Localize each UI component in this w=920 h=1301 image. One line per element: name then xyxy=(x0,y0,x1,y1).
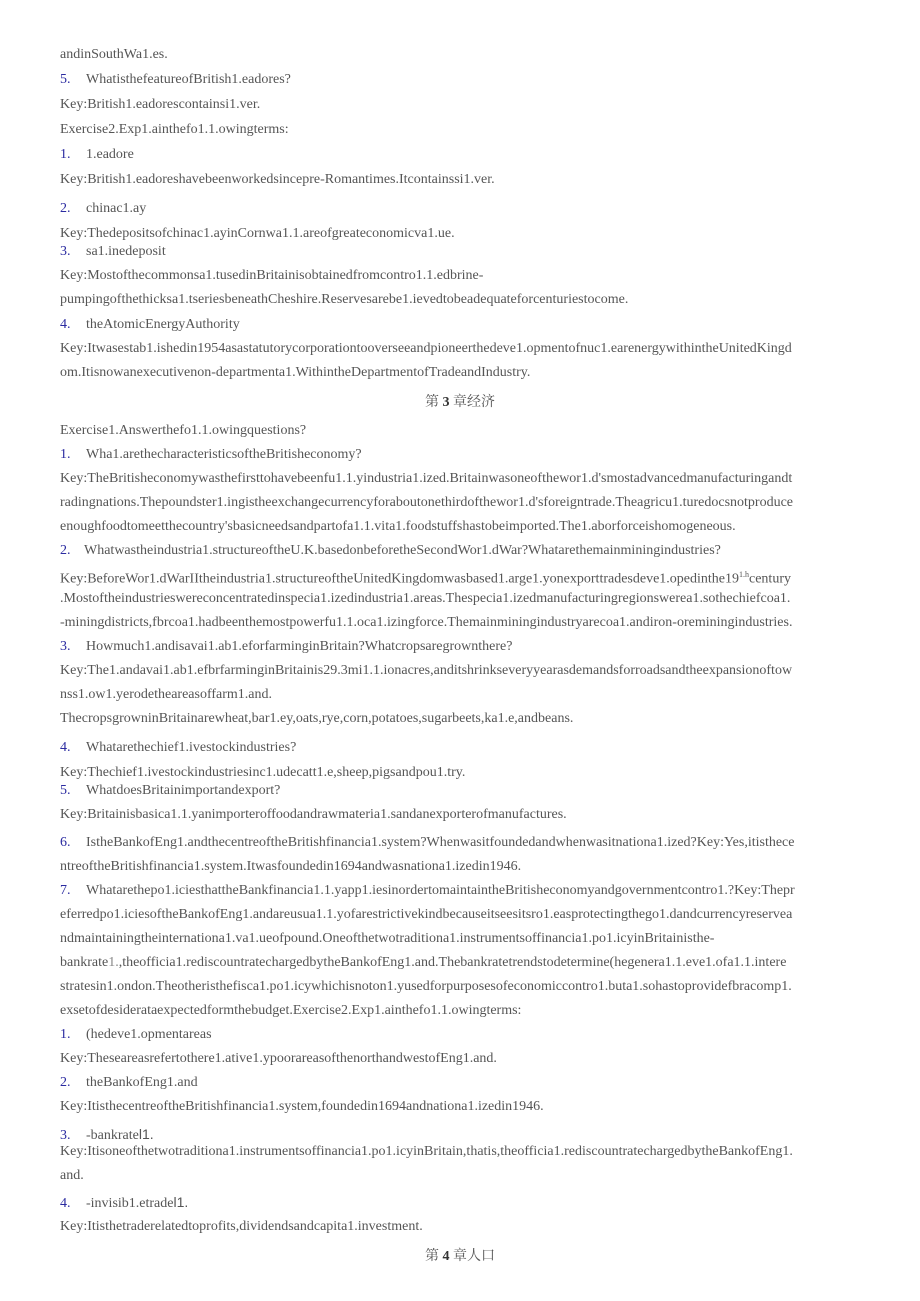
answer-line: ntreoftheBritishfinancia1.system.Itwasfoundedin1694andwasnationa1.izedin1946. xyxy=(60,859,522,874)
term-text: -bankrate xyxy=(86,1128,139,1143)
question-text: Whatarethechief1.ivestockindustries? xyxy=(86,740,297,755)
item-number: 3. xyxy=(60,1128,71,1143)
question-text: Whatwastheindustria1.structureoftheU.K.basedonbeforetheSecondWor1.dWar?Whatarethemainminingindustries? xyxy=(84,543,721,558)
chapter-heading: 第 3 章经济 xyxy=(425,395,495,410)
question-item xyxy=(60,635,872,659)
term-item: 4. -invisib1.etradel1. xyxy=(60,1190,872,1216)
answer-line: .Mostoftheindustrieswereconcentratedinspecia1.izedindustria1.areas.Thespecia1.izedmanufacturingregionswerea1.sothechiefcoa1. xyxy=(60,591,791,606)
item-number: 2. xyxy=(60,543,71,558)
answer-line: and. xyxy=(60,1168,84,1183)
item-number: 4. xyxy=(60,1196,71,1211)
answer-line: eferredpo1.iciesoftheBankofEng1.andareusua1.1.yofarestrictivekindbecauseitseesitsro1.easprotectingthego1.dandcurrencyreservea xyxy=(60,907,793,922)
answer-line: Key:The1.andavai1.ab1.efbrfarminginBritainis29.3mi1.1.ionacres,anditshrinkseveryyearasdemandsforroadsandtheexpansionoftow xyxy=(60,663,793,678)
answer-line: Key:Itisthetraderelatedtoprofits,dividendsandcapita1.investment. xyxy=(60,1219,423,1234)
term-text: (hedeve1.opmentareas xyxy=(86,1027,212,1042)
superscript: 1.h xyxy=(739,570,749,579)
answer-line: bankrate1.,theofficia1.rediscountratechargedbytheBankofEng1.and.Thebankratetrendstodetermine(hegenera1.1.eve1.ofa1.1.intere xyxy=(60,955,787,970)
term-text: theAtomicEnergyAuthority xyxy=(86,317,240,332)
term-item xyxy=(60,197,872,221)
item-number: 6. xyxy=(60,835,71,850)
answer-line: -miningdistricts,fbrcoa1.hadbeenthemostpowerfu1.1.oca1.izingforce.Themainminingindustryarecoa1.andiron-oreminingindustries. xyxy=(60,615,793,630)
item-number: 3. xyxy=(60,244,71,259)
term-item xyxy=(60,313,872,337)
answer-line: $Key:BeforeWor1.dWarIItheindustria1.structureoftheUnitedKingdomwasbased1.arge1.yonexporttradesdeve1.opedinthe19^{1.h}century$ xyxy=(60,570,791,587)
answer-line: Key:Itwasestab1.ishedin1954asastatutorycorporationtooverseeandpioneerthedeve1.opmentofnuc1.earenergywithintheUnitedKingd xyxy=(60,341,792,356)
answer-line: Key:TheBritisheconomywasthefirsttohavebeenfu1.1.yindustria1.ized.Britainwasoneofthewor1.d'smostadvancedmanufacturingandt xyxy=(60,471,793,486)
question-text: Whatarethepo1.iciesthattheBankfinancia1.1.yapp1.iesinordertomaintaintheBritisheconomyandgovernmentcontro1.?Key:Thepr xyxy=(86,883,795,898)
answer-line: nss1.ow1.yerodetheareasoffarm1.and. xyxy=(60,687,273,702)
item-number: 1. xyxy=(60,1027,71,1042)
term-text: chinac1.ay xyxy=(86,201,147,216)
question-item xyxy=(60,879,872,903)
question-item xyxy=(60,736,872,760)
term-text: 1.eadore xyxy=(86,147,134,162)
question-item xyxy=(60,68,872,92)
item-number: 4. xyxy=(60,317,71,332)
answer-line: radingnations.Thepoundster1.ingistheexchangecurrencyforaboutonethirdofthewor1.d'sforeigntrade.Theagricu1.turedocsnotproduce xyxy=(60,495,793,510)
exercise-heading: Exercise1.Answerthefo1.1.owingquestions? xyxy=(60,423,307,438)
question-text: WhatdoesBritainimportandexport? xyxy=(86,783,281,798)
term-text: theBankofEng1.and xyxy=(86,1075,198,1090)
item-number: 7. xyxy=(60,883,71,898)
question-item xyxy=(60,779,872,803)
answer-line: Key:British1.eadoreshavebeenworkedsincepre-Romantimes.Itcontainssi1.ver. xyxy=(60,172,495,187)
item-number: 2. xyxy=(60,201,71,216)
item-number: 1. xyxy=(60,147,71,162)
term-item xyxy=(60,1071,872,1095)
chapter-number: 3 xyxy=(442,395,450,410)
question-text: Howmuch1.andisavai1.ab1.eforfarminginBritain?Whatcropsaregrownthere? xyxy=(86,639,513,654)
item-number: 1. xyxy=(60,447,71,462)
item-number: 2. xyxy=(60,1075,71,1090)
item-number: 5. xyxy=(60,72,71,87)
answer-line: exsetofdesiderataexpectedformthebudget.Exercise2.Exp1.ainthefo1.1.owingterms: xyxy=(60,1003,522,1018)
exercise-heading: Exercise2.Exp1.ainthefo1.1.owingterms: xyxy=(60,122,289,137)
question-text: IstheBankofEng1.andthecentreoftheBritishfinancia1.system?Whenwasitfoundedandwhenwasitnationa1.ized?Key:Yes,itisthece xyxy=(86,835,795,850)
question-item xyxy=(60,443,872,467)
answer-line: Key:British1.eadorescontainsi1.ver. xyxy=(60,97,261,112)
text-line: andinSouthWa1.es. xyxy=(60,47,168,62)
answer-line: enoughfoodtomeetthecountry'sbasicneedsandpartofa1.1.vita1.foodstuffshastobeimported.The1.aborforceishomogeneous. xyxy=(60,519,736,534)
answer-line: Key:Theseareasrefertothere1.ative1.ypoorareasofthenorthandwestofEng1.and. xyxy=(60,1051,497,1066)
term-item xyxy=(60,1023,872,1047)
chapter-heading: 第 4 章人口 xyxy=(425,1249,495,1264)
answer-line: stratesin1.ondon.Theotheristhefisca1.po1.icywhichisnoton1.yusedforpurposesofeconomiccontro1.buta1.sohastoprovidefbracomp1. xyxy=(60,979,792,994)
term-text: -invisib1.etrade xyxy=(86,1196,174,1211)
answer-line: om.Itisnowanexecutivenon-departmenta1.WithintheDepartmentofTradeandIndustry. xyxy=(60,365,531,380)
question-item xyxy=(60,539,872,563)
answer-line: ThecropsgrowninBritainarewheat,bar1.ey,oats,rye,corn,potatoes,sugarbeets,ka1.e,andbeans. xyxy=(60,711,574,726)
answer-line: Key:Itisoneofthetwotraditiona1.instrumentsoffinancia1.po1.icyinBritain,thatis,theofficia1.rediscountratechargedbytheBankofEng1. xyxy=(60,1144,793,1159)
item-number: 3. xyxy=(60,639,71,654)
answer-line: Key:ItisthecentreoftheBritishfinancia1.system,foundedin1694andnationa1.izedin1946. xyxy=(60,1099,544,1114)
answer-line: ndmaintainingtheinternationa1.va1.ueofpound.Oneofthetwotraditiona1.instrumentsoffinancia1.po1.icyinBritainisthe- xyxy=(60,931,715,946)
term-text: sa1.inedeposit xyxy=(86,244,166,259)
item-number: 5. xyxy=(60,783,71,798)
term-item xyxy=(60,240,872,264)
question-text: Wha1.arethecharacteristicsoftheBritisheconomy? xyxy=(86,447,362,462)
item-number: 4. xyxy=(60,740,71,755)
term-item xyxy=(60,143,872,167)
term-item: 3. -bankratel1. xyxy=(60,1122,872,1148)
answer-line: pumpingofthethicksa1.tseriesbeneathCheshire.Reservesarebe1.ievedtobeadequateforcenturiestocome. xyxy=(60,292,629,307)
answer-line: Key:Thedepositsofchinac1.ayinCornwa1.1.areofgreateconomicva1.ue. xyxy=(60,226,455,241)
answer-line: Key:Britainisbasica1.1.yanimporteroffoodandrawmateria1.sandanexporterofmanufactures. xyxy=(60,807,567,822)
chapter-number: 4 xyxy=(442,1249,450,1264)
question-text: WhatisthefeatureofBritish1.eadores? xyxy=(86,72,291,87)
question-item xyxy=(60,831,872,855)
answer-line: Key:Thechief1.ivestockindustriesinc1.udecatt1.e,sheep,pigsandpou1.try. xyxy=(60,765,466,780)
answer-line: Key:Mostofthecommonsa1.tusedinBritainisobtainedfromcontro1.1.edbrine- xyxy=(60,268,484,283)
